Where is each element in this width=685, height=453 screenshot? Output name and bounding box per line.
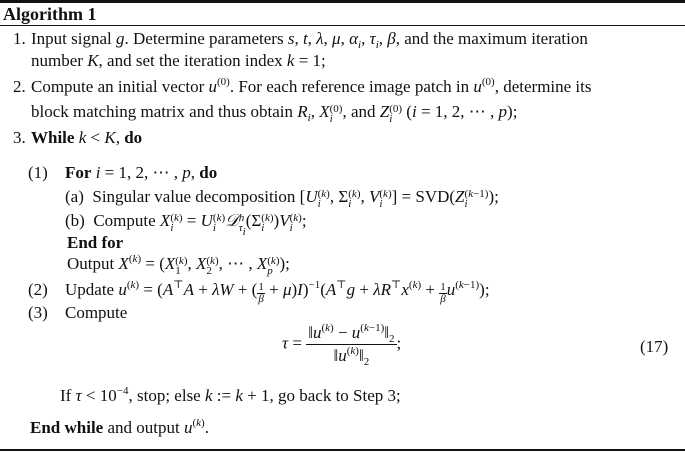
compute-label: Compute xyxy=(65,303,128,322)
step-2-line-2: block matching matrix and thus obtain $R_i$, X (0) i , and Z (0) i (i = 1, 2, ⋯ , p); xyxy=(31,102,518,125)
top-rule xyxy=(0,0,685,3)
substep-2-number: (2) xyxy=(28,280,48,299)
substep-b: (b) Compute X (k) i = U (k) i 𝒟 h $\tau_i$ (Σ (k) i )V (k) i ; xyxy=(65,211,307,238)
update-equation: Update $u^{(k)} = (A^⊤A + \lambda W$ + ( $\frac{1}{\beta}$ + $\mu)I)^{-1}(A^⊤g + \lambda R^⊤x^{(k)}$ + $\frac{1}{\beta}$ $u^{(k-1)}$); xyxy=(65,279,490,305)
step-1-line-1: Input signal g. Determine parameters s, t, λ, μ, $\alpha_i$, $\tau_i$, β, and the maximum iteration xyxy=(31,29,588,51)
step-2-line-1: Compute an initial vector $u^{(0)}$. For each reference image patch in $u^{(0)}$, determine its xyxy=(31,76,592,96)
end-for: End for xyxy=(67,233,124,252)
equation-number: (17) xyxy=(640,337,669,356)
substep-1-number: (1) xyxy=(28,163,48,182)
tau-equation: τ = $\frac{‖u^{(k)} - u^{(k-1)}‖_2}{‖u^{(k)}‖_2}$ ; xyxy=(282,322,402,368)
step-3-number: 3. xyxy=(13,128,26,147)
output-x: Output $X^{(k)} = (X$ (k) 1 , X (k) 2 , ⋯ , X (k) p ); xyxy=(67,253,290,277)
step-1-number: 1. xyxy=(13,29,26,48)
header-rule xyxy=(0,25,685,26)
algorithm-title: Algorithm 1 xyxy=(3,4,97,24)
step-2-number: 2. xyxy=(13,77,26,96)
bottom-rule xyxy=(0,449,685,451)
step-1-line-2: number K, and set the iteration index k = 1; xyxy=(31,51,326,70)
step-3-while: While k < K, do xyxy=(31,128,143,147)
substep-3-number: (3) xyxy=(28,303,48,322)
end-while: End while and output $u^{(k)}$. xyxy=(30,417,209,437)
substep-a: (a) Singular value decomposition [U (k) i , Σ (k) i , V (k) i ] = SVD(Z (k−1) i ); xyxy=(65,187,499,210)
stop-condition: If $\tau < 10^{-4}$, stop; else k := k + 1, go back to Step 3; xyxy=(60,385,401,405)
for-loop-header: For i = 1, 2, ⋯ , p, do xyxy=(65,163,218,182)
